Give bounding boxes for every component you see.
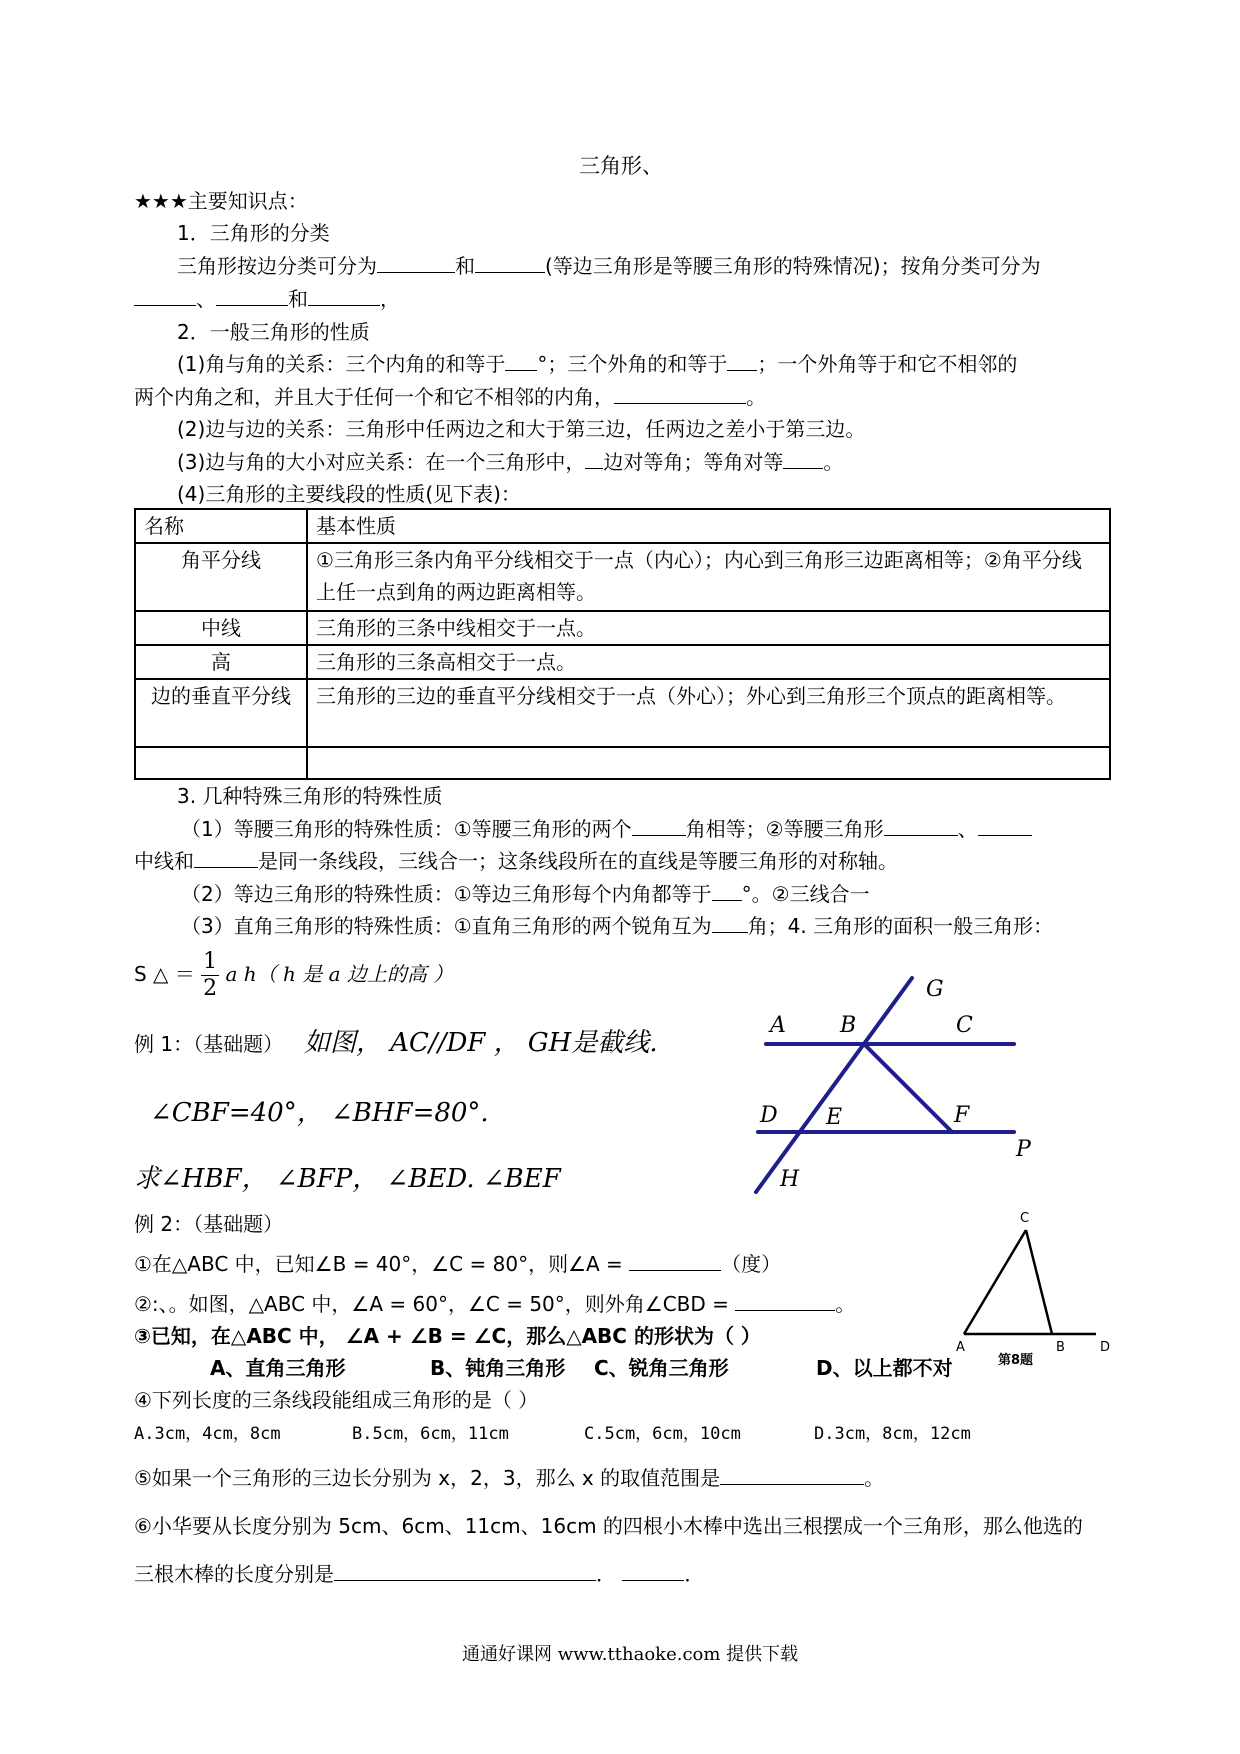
point-label-h: H — [780, 1167, 800, 1192]
section-2-p4: (4)三角形的主要线段的性质(见下表)： — [177, 482, 521, 506]
answer-blank[interactable] — [622, 1560, 684, 1581]
table-row — [135, 645, 1110, 679]
fraction-one-half: $\frac{1}{2}$ — [203, 949, 218, 1001]
segment-bf — [864, 1044, 952, 1132]
table-row — [135, 747, 1110, 779]
point-label-b: B — [840, 1013, 857, 1038]
answer-blank[interactable] — [783, 448, 823, 469]
answer-blank[interactable] — [712, 880, 742, 901]
table-row — [135, 543, 1110, 611]
table-cell-name — [135, 747, 307, 779]
answer-blank[interactable] — [614, 383, 746, 404]
example-2-label: 例 2：（基础题） — [134, 1212, 284, 1236]
page-title: 三角形、 — [579, 154, 663, 178]
section-1-heading: 1．三角形的分类 — [177, 221, 330, 245]
question-4-option-b[interactable]: B.5cm，6cm，11cm — [352, 1424, 509, 1444]
answer-blank[interactable] — [720, 1464, 864, 1485]
section-2-p2: (2)边与边的关系：三角形中任两边之和大于第三边，任两边之差小于第三边。 — [177, 417, 866, 441]
answer-blank[interactable] — [377, 252, 455, 273]
section-1-line-2: 、 和 ， — [134, 285, 400, 313]
point-label-e: E — [826, 1105, 843, 1130]
line-properties-table — [134, 508, 1111, 780]
area-formula: S △ ＝ $\frac{1}{2}$ a h（ h 是 a 边上的高 ） — [134, 949, 454, 1001]
point-label-p: P — [1016, 1137, 1031, 1162]
triangle-shape — [964, 1230, 1096, 1334]
answer-blank[interactable] — [884, 815, 958, 836]
parallel-lines-figure — [740, 960, 1060, 1200]
point-label-a: A — [770, 1013, 786, 1038]
key-points-heading: ★★★主要知识点： — [134, 189, 308, 213]
table-cell-text — [307, 747, 1110, 779]
section-3-p1-line-1: （1）等腰三角形的特殊性质：①等腰三角形的两个 角相等；②等腰三角形 、 — [181, 815, 1032, 843]
table-header-row — [135, 509, 1110, 543]
answer-blank[interactable] — [334, 1560, 596, 1581]
table-cell-text: 三角形的三边的垂直平分线相交于一点（外心）；外心到三角形三个顶点的距离相等。 — [307, 679, 1110, 747]
section-3-p1-line-2: 中线和 是同一条线段，三线合一；这条线段所在的直线是等腰三角形的对称轴。 — [134, 849, 898, 873]
table-cell-name: 角平分线 — [135, 543, 307, 611]
table-cell-name: 中线 — [135, 611, 307, 645]
vertex-label-d: D — [1100, 1340, 1111, 1355]
triangle-figure — [948, 1208, 1118, 1368]
section-2-p3: (3)边与角的大小对应关系：在一个三角形中， 边对等角；等角对等 。 — [177, 450, 844, 474]
answer-blank[interactable] — [216, 285, 288, 306]
table-cell-text: 三角形的三条高相交于一点。 — [307, 645, 1110, 679]
table-header-cell: 名称 — [135, 509, 307, 543]
section-3-p3: （3）直角三角形的特殊性质：①直角三角形的两个锐角互为 角；4. 三角形的面积一般三角形： — [181, 914, 1054, 938]
question-6-line-1: ⑥小华要从长度分别为 5cm、6cm、11cm、16cm 的四根小木棒中选出三根摆成一个三角形，那么他选的 — [134, 1514, 1083, 1538]
point-label-f: F — [954, 1103, 970, 1128]
question-4-option-c[interactable]: C.5cm，6cm，10cm — [584, 1424, 741, 1444]
table-header-cell: 基本性质 — [307, 509, 1110, 543]
section-3-heading: 3. 几种特殊三角形的特殊性质 — [177, 784, 443, 808]
question-3-option-b[interactable]: B、钝角三角形 — [430, 1356, 566, 1380]
question-4-option-d[interactable]: D.3cm，8cm，12cm — [814, 1424, 971, 1444]
question-4: ④下列长度的三条线段能组成三角形的是（ ） — [134, 1388, 539, 1412]
vertex-label-b: B — [1056, 1340, 1065, 1355]
table-row — [135, 679, 1110, 747]
answer-blank[interactable] — [505, 350, 537, 371]
answer-blank[interactable] — [712, 912, 748, 933]
answer-blank[interactable] — [475, 252, 545, 273]
answer-blank[interactable] — [194, 847, 258, 868]
example-1-line-3: 求∠HBF， ∠BFP， ∠BED. ∠BEF — [134, 1164, 561, 1194]
example-1-line-1: 如图， AC//DF ， GH是截线. — [304, 1028, 658, 1058]
example-1-line-2: ∠CBF=40°， ∠BHF=80°. — [150, 1098, 489, 1128]
vertex-label-a: A — [956, 1340, 965, 1355]
question-3-option-a[interactable]: A、直角三角形 — [210, 1356, 346, 1380]
point-label-g: G — [926, 977, 944, 1002]
example-1-label: 例 1：（基础题） — [134, 1032, 284, 1056]
section-2-heading: 2．一般三角形的性质 — [177, 320, 370, 344]
section-2-p1-line-1: (1)角与角的关系：三个内角的和等于 °；三个外角的和等于 ；一个外角等于和它不相邻的 — [177, 352, 1018, 376]
question-6-line-2: 三根木棒的长度分别是 ． ． — [134, 1562, 705, 1586]
answer-blank[interactable] — [735, 1290, 835, 1311]
footer-credit: 通通好课网 www.tthaoke.com 提供下载 — [462, 1644, 799, 1665]
point-label-c: C — [956, 1013, 973, 1038]
section-2-p1-line-2: 两个内角之和，并且大于任何一个和它不相邻的内角， 。 — [134, 385, 766, 409]
answer-blank[interactable] — [585, 448, 603, 469]
table-row — [135, 611, 1110, 645]
question-2: ②:、。如图，△ABC 中，∠A = 60°，∠C = 50°，则外角∠CBD = 。 — [134, 1292, 856, 1316]
answer-blank[interactable] — [134, 285, 196, 306]
table-cell-text: 三角形的三条中线相交于一点。 — [307, 611, 1110, 645]
point-label-d: D — [760, 1103, 778, 1128]
figure-caption: 第8题 — [998, 1353, 1034, 1368]
answer-blank[interactable] — [632, 815, 686, 836]
section-3-p2: （2）等边三角形的特殊性质：①等边三角形每个内角都等于 °。②三线合一 — [181, 882, 870, 906]
answer-blank[interactable] — [978, 815, 1032, 836]
table-cell-text: ①三角形三条内角平分线相交于一点（内心）；内心到三角形三边距离相等；②角平分线上任一点到角的两边距离相等。 — [307, 543, 1110, 611]
question-3: ③已知，在△ABC 中， ∠A + ∠B = ∠C，那么△ABC 的形状为（ ） — [134, 1324, 761, 1348]
question-1: ①在△ABC 中，已知∠B = 40°，∠C = 80°，则∠A = （度） — [134, 1252, 782, 1276]
question-3-option-c[interactable]: C、锐角三角形 — [594, 1356, 729, 1380]
question-3-option-d[interactable]: D、以上都不对 — [816, 1356, 953, 1380]
answer-blank[interactable] — [727, 350, 757, 371]
transversal-gh — [756, 978, 912, 1192]
answer-blank[interactable] — [629, 1250, 721, 1271]
section-1-line-1: 三角形按边分类可分为 和 (等边三角形是等腰三角形的特殊情况)；按角分类可分为 — [177, 254, 1041, 278]
vertex-label-c: C — [1020, 1211, 1030, 1226]
question-5: ⑤如果一个三角形的三边长分别为 x，2，3，那么 x 的取值范围是 。 — [134, 1466, 885, 1490]
answer-blank[interactable] — [308, 285, 380, 306]
table-cell-name: 边的垂直平分线 — [135, 679, 307, 747]
question-4-option-a[interactable]: A.3cm，4cm，8cm — [134, 1424, 281, 1444]
table-cell-name: 高 — [135, 645, 307, 679]
